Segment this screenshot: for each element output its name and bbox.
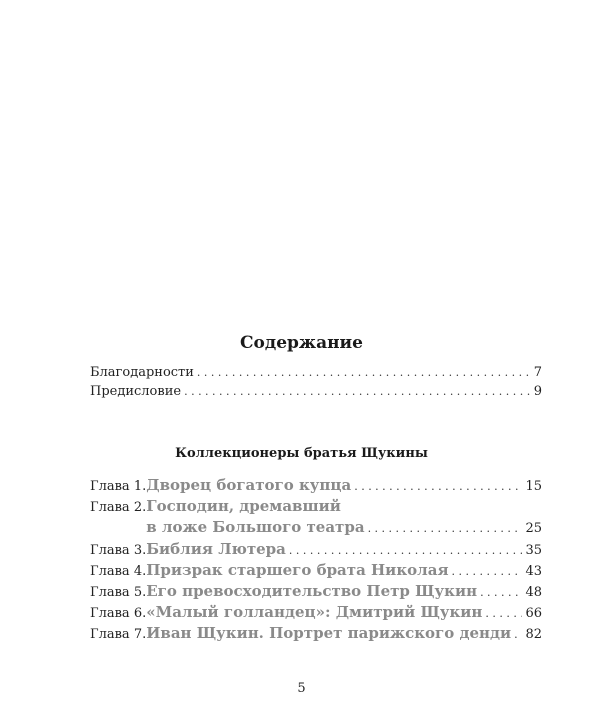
leader-dots xyxy=(197,366,531,379)
toc-page-number: 82 xyxy=(525,627,542,642)
leader-dots xyxy=(184,385,531,398)
toc-entry-preface[interactable] xyxy=(90,384,542,403)
chapter-label: Глава 7. xyxy=(90,627,147,642)
chapter-label: Глава 2. xyxy=(90,500,147,515)
section-title: Коллекционеры братья Щукины xyxy=(175,446,428,461)
leader-dots xyxy=(485,607,522,620)
toc-chapter-7[interactable] xyxy=(90,624,542,645)
toc-page-number: 48 xyxy=(525,585,542,600)
toc-page-number: 9 xyxy=(533,384,542,399)
chapter-title: Его превосходительство Петр Щукин xyxy=(146,582,478,600)
leader-dots xyxy=(480,586,522,599)
chapter-list xyxy=(90,476,542,645)
toc-page-number: 7 xyxy=(533,365,542,380)
page-number: 5 xyxy=(297,681,306,696)
toc-chapter-2-continued[interactable] xyxy=(90,518,542,540)
toc-chapter-4[interactable] xyxy=(90,561,542,582)
toc-chapter-6[interactable] xyxy=(90,603,542,624)
chapter-title: Призрак старшего брата Николая xyxy=(146,561,449,579)
front-matter-list xyxy=(90,365,542,403)
contents-title: Содержание xyxy=(240,333,363,353)
leader-dots xyxy=(354,480,522,493)
chapter-label: Глава 1. xyxy=(90,479,147,494)
chapter-title: Иван Щукин. Портрет парижского денди xyxy=(146,624,512,642)
toc-page-number: 25 xyxy=(525,521,542,536)
toc-chapter-2[interactable] xyxy=(90,497,542,518)
toc-entry-label: Благодарности xyxy=(90,365,194,380)
chapter-label: Глава 3. xyxy=(90,543,147,558)
leader-dots xyxy=(368,522,523,535)
leader-dots xyxy=(514,628,522,641)
leader-dots xyxy=(289,544,523,557)
toc-page-number: 66 xyxy=(525,606,542,621)
chapter-label: Глава 6. xyxy=(90,606,147,621)
toc-chapter-3[interactable] xyxy=(90,540,542,561)
chapter-title: Библия Лютера xyxy=(146,540,286,558)
chapter-label: Глава 5. xyxy=(90,585,147,600)
toc-chapter-1[interactable] xyxy=(90,476,542,497)
leader-dots xyxy=(452,565,523,578)
chapter-title: Господин, дремавший xyxy=(146,497,341,515)
toc-page-number: 43 xyxy=(525,564,542,579)
toc-chapter-5[interactable] xyxy=(90,582,542,603)
chapter-title: «Малый голландец»: Дмитрий Щукин xyxy=(146,603,483,621)
toc-page-number: 35 xyxy=(525,543,542,558)
toc-entry-label: Предисловие xyxy=(90,384,182,399)
chapter-title-line-2: в ложе Большого театра xyxy=(146,518,365,536)
chapter-title: Дворец богатого купца xyxy=(146,476,352,494)
toc-entry-acknowledgements[interactable] xyxy=(90,365,542,384)
toc-page-number: 15 xyxy=(525,479,542,494)
chapter-label: Глава 4. xyxy=(90,564,147,579)
